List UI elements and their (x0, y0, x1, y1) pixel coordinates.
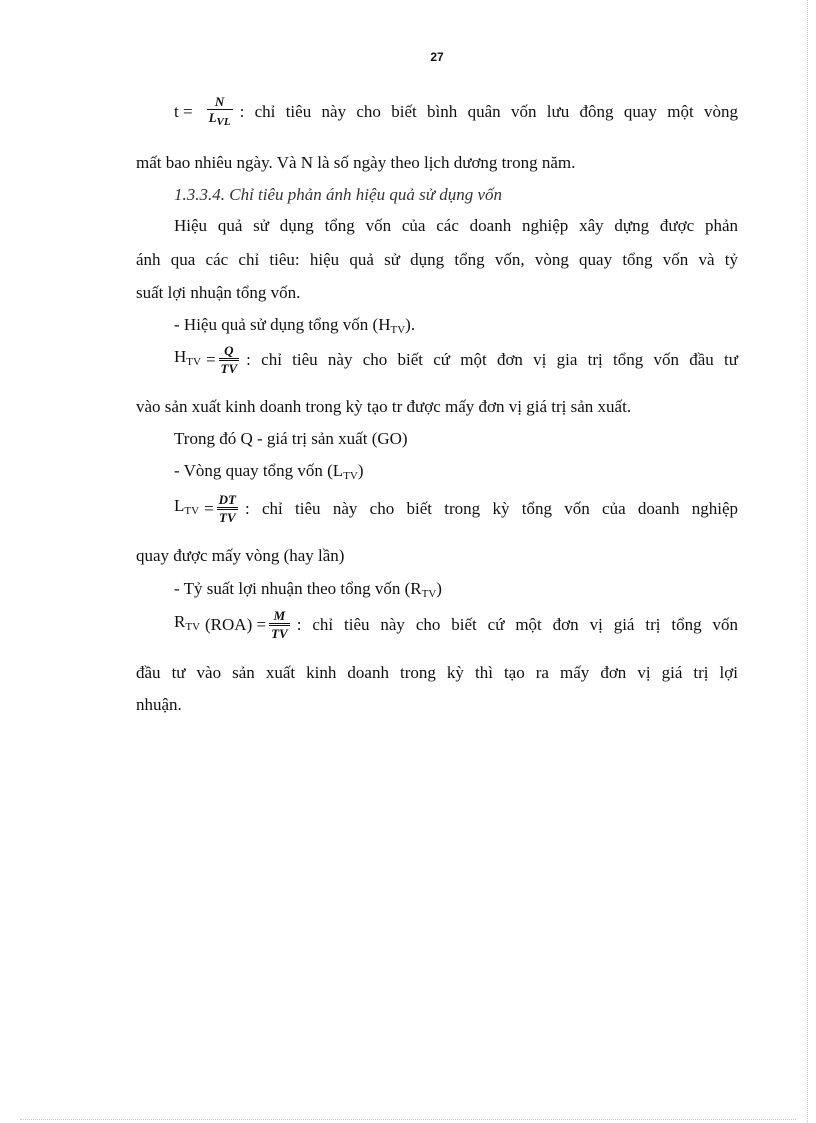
page-side-border (807, 0, 808, 1123)
formula-t-description: : chỉ tiêu này cho biết bình quân vốn lưu đông quay một vòng (239, 102, 738, 121)
formula-rtv-line: $R_{TV}$ (ROA) = $\frac{M}{TV}$ : chỉ tiêu này cho biết cứ một đơn vị giá trị tổng vốn (174, 608, 738, 641)
paragraph-line: suất lợi nhuận tổng vốn. (136, 283, 301, 302)
paragraph-line: Trong đó Q - giá trị sản xuất (GO) (174, 429, 408, 448)
paragraph-line: đầu tư vào sản xuất kinh doanh trong kỳ thì tạo ra mấy đơn vị giá trị lợi (136, 663, 738, 682)
formula-htv-description: : chỉ tiêu này cho biết cứ một đơn vị gia trị tổng vốn đầu tư (246, 349, 738, 369)
paragraph-line: vào sản xuất kinh doanh trong kỳ tạo tr được mấy đơn vị giá trị sản xuất. (136, 397, 632, 416)
fraction-numerator: N (214, 94, 225, 109)
formula-ltv-fraction (217, 492, 238, 525)
formula-htv-line: $H_{TV}$ = $\frac{Q}{TV}$ : chỉ tiêu này cho biết cứ một đơn vị gia trị tổng vốn đầu tư (174, 343, 738, 376)
formula-ltv-description: : chỉ tiêu này cho biết trong kỳ tổng vốn của doanh nghiệp (245, 498, 738, 518)
formula-htv-fraction (219, 343, 240, 376)
formula-rtv-fraction (269, 608, 290, 641)
bullet-efficiency: - Hiệu quả sử dụng tổng vốn $(H_{TV})$. (174, 315, 416, 336)
formula-t-var: t = (174, 102, 193, 121)
paragraph-line: nhuận. (136, 695, 182, 714)
fraction-numerator: DT (218, 492, 236, 507)
fraction-denominator: $L_{VL}$ (208, 110, 231, 128)
formula-t-fraction (207, 94, 233, 130)
formula-ltv-line: $L_{TV}$ = $\frac{DT}{TV}$ : chỉ tiêu này cho biết trong kỳ tổng vốn của doanh nghiệp (174, 492, 738, 525)
paragraph-line: mất bao nhiêu ngày. Và N là số ngày theo lịch dương trong năm. (136, 153, 576, 172)
formula-rtv-description: : chỉ tiêu này cho biết cứ một đơn vị giá trị tổng vốn (296, 614, 738, 634)
formula-rtv-var: $R_{TV}$ (174, 612, 201, 633)
fraction-numerator: Q (224, 343, 234, 358)
paragraph-line: ánh qua các chỉ tiêu: hiệu quả sử dụng tổng vốn, vòng quay tổng vốn và tỷ (136, 250, 738, 269)
bullet-profit-rate: - Tỷ suất lợi nhuận theo tổng vốn $(R_{TV})$ (174, 579, 442, 600)
fraction-denominator: TV (217, 507, 238, 525)
paragraph-line: quay được mấy vòng (hay lần) (136, 546, 345, 565)
fraction-denominator: TV (219, 358, 240, 376)
page-number: 27 (430, 50, 444, 64)
fraction-numerator: M (273, 608, 286, 623)
formula-ltv-var: $L_{TV}$ (174, 496, 200, 517)
fraction-denominator: TV (269, 623, 290, 641)
bullet-turnover: - Vòng quay tổng vốn $(L_{TV})$ (174, 461, 364, 482)
formula-t-line (174, 94, 738, 130)
section-heading: 1.3.3.4. Chỉ tiêu phản ánh hiệu quả sử dụng vốn (174, 185, 503, 204)
page-bottom-border (20, 1119, 796, 1120)
paragraph-line: Hiệu quả sử dụng tổng vốn của các doanh nghiệp xây dựng được phản (174, 216, 738, 235)
formula-htv-var: $H_{TV}$ (174, 347, 201, 368)
